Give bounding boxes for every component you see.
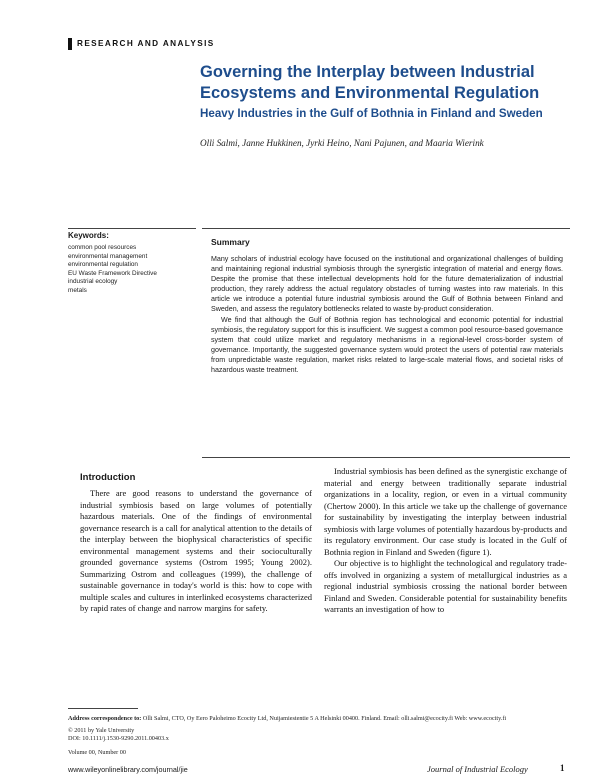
summary-heading: Summary <box>211 237 250 247</box>
keywords-list <box>68 244 157 296</box>
keywords-heading: Keywords: <box>68 231 109 240</box>
body-paragraph: Industrial symbiosis has been defined as the synergistic exchange of material and energy between traditionally separate industrial organizations in a locality, region, or even in a virtual community (Chertow 2000). In this article we take up the challenge of governance for sustainability by investigating the interplay between industrial symbiosis with large volumes of potentially hazardous by-products and its regulatory environment. Our case study is located in the Gulf of Bothnia region in Finland and Sweden (figure 1). <box>324 466 567 557</box>
body-paragraph: There are good reasons to understand the governance of industrial symbiosis based on large volumes of potentially hazardous materials. One of the findings of environmental governance research is a call for analytical attention to the details of the interplay between the biophysical characteristics of specific environmental management systems and their socioculturally grounded governance systems (Ostrom 1995; Young 2002). Summarizing Ostrom and colleagues (1999), the challenge of sustainable governance in today's world is this: how to cope with multiple scales and cultures in interlinked ecosystems characterized by rapid rates of change and narrow margins for safety. <box>80 488 312 613</box>
footnote-rule <box>68 708 138 709</box>
keyword-item: environmental regulation <box>68 261 138 269</box>
keyword-item: common pool resources <box>68 244 137 251</box>
body-paragraph: Our objective is to highlight the technological and regulatory trade-offs involved in organizing a system of metallurgical industries as a regional industrial symbiosis crossing the national border between Finland and Sweden. Considerable potential for sustainability benefits warrants an investigation of how to <box>324 558 567 614</box>
section-label: RESEARCH AND ANALYSIS <box>77 39 215 48</box>
keyword-item: environmental management <box>68 252 148 260</box>
doi-line: DOI: 10.1111/j.1530-9290.2011.00403.x <box>68 735 169 742</box>
volume-line: Volume 00, Number 00 <box>68 749 126 756</box>
keyword-item: metals <box>68 286 87 294</box>
journal-url[interactable]: www.wileyonlinelibrary.com/journal/jie <box>68 765 188 774</box>
page-number: 1 <box>560 763 565 773</box>
correspondence-note <box>68 715 568 722</box>
summary-body <box>211 254 563 375</box>
journal-name: Journal of Industrial Ecology <box>427 764 528 774</box>
article-subtitle: Heavy Industries in the Gulf of Bothnia in Finland and Sweden <box>200 107 543 120</box>
keyword-item: industrial ecology <box>68 278 118 286</box>
section-marker <box>68 38 72 50</box>
copyright-line: © 2011 by Yale University <box>68 727 135 734</box>
keyword-item: EU Waste Framework Directive <box>68 269 157 277</box>
author-list: Olli Salmi, Janne Hukkinen, Jyrki Heino, Nani Pajunen, and Maaria Wierink <box>200 138 484 148</box>
summary-paragraph: Many scholars of industrial ecology have focused on the institutional and organizational challenges of building and maintaining regional industrial symbiosis through the synergistic integration of material and energy flows. Despite the promise that these intellectual developments hold for the future dematerialization of industrial production, they rarely address the actual regulatory obstacles of turning wastes into raw materials. In this article we introduce a potential future industrial symbiosis around the Gulf of Bothnia between Finland and Sweden, and assess the regulatory bottlenecks related to waste by-product consideration. <box>211 255 563 314</box>
correspondence-text: Olli Salmi, CTO, Oy Eero Paloheimo Ecocity Ltd, Nuijamiestentie 5 A Helsinki 00400. Finland. Email: olli.salmi@ecocity.fi Web: www.ecocity.fi <box>142 715 507 722</box>
correspondence-label: Address correspondence to: <box>68 715 142 722</box>
body-column-right <box>324 466 567 616</box>
introduction-heading: Introduction <box>80 472 136 483</box>
body-column-left <box>80 488 312 615</box>
summary-paragraph: We find that although the Gulf of Bothnia region has technological and economic potential for industrial symbiosis, the regulatory support for this is insufficient. We suggest a common pool resource-based governance system that could utilize market and regulatory mechanisms in a regional-level cross-border system of governance. Importantly, the suggested governance system would protect the users of potential raw materials from unpredictable waste regulation, market risks related to large-scale material flows, and societal risks of hazardous waste treatment. <box>211 315 563 375</box>
keywords-rule <box>68 228 196 229</box>
article-title: Governing the Interplay between Industrial Ecosystems and Environmental Regulation <box>200 63 540 102</box>
